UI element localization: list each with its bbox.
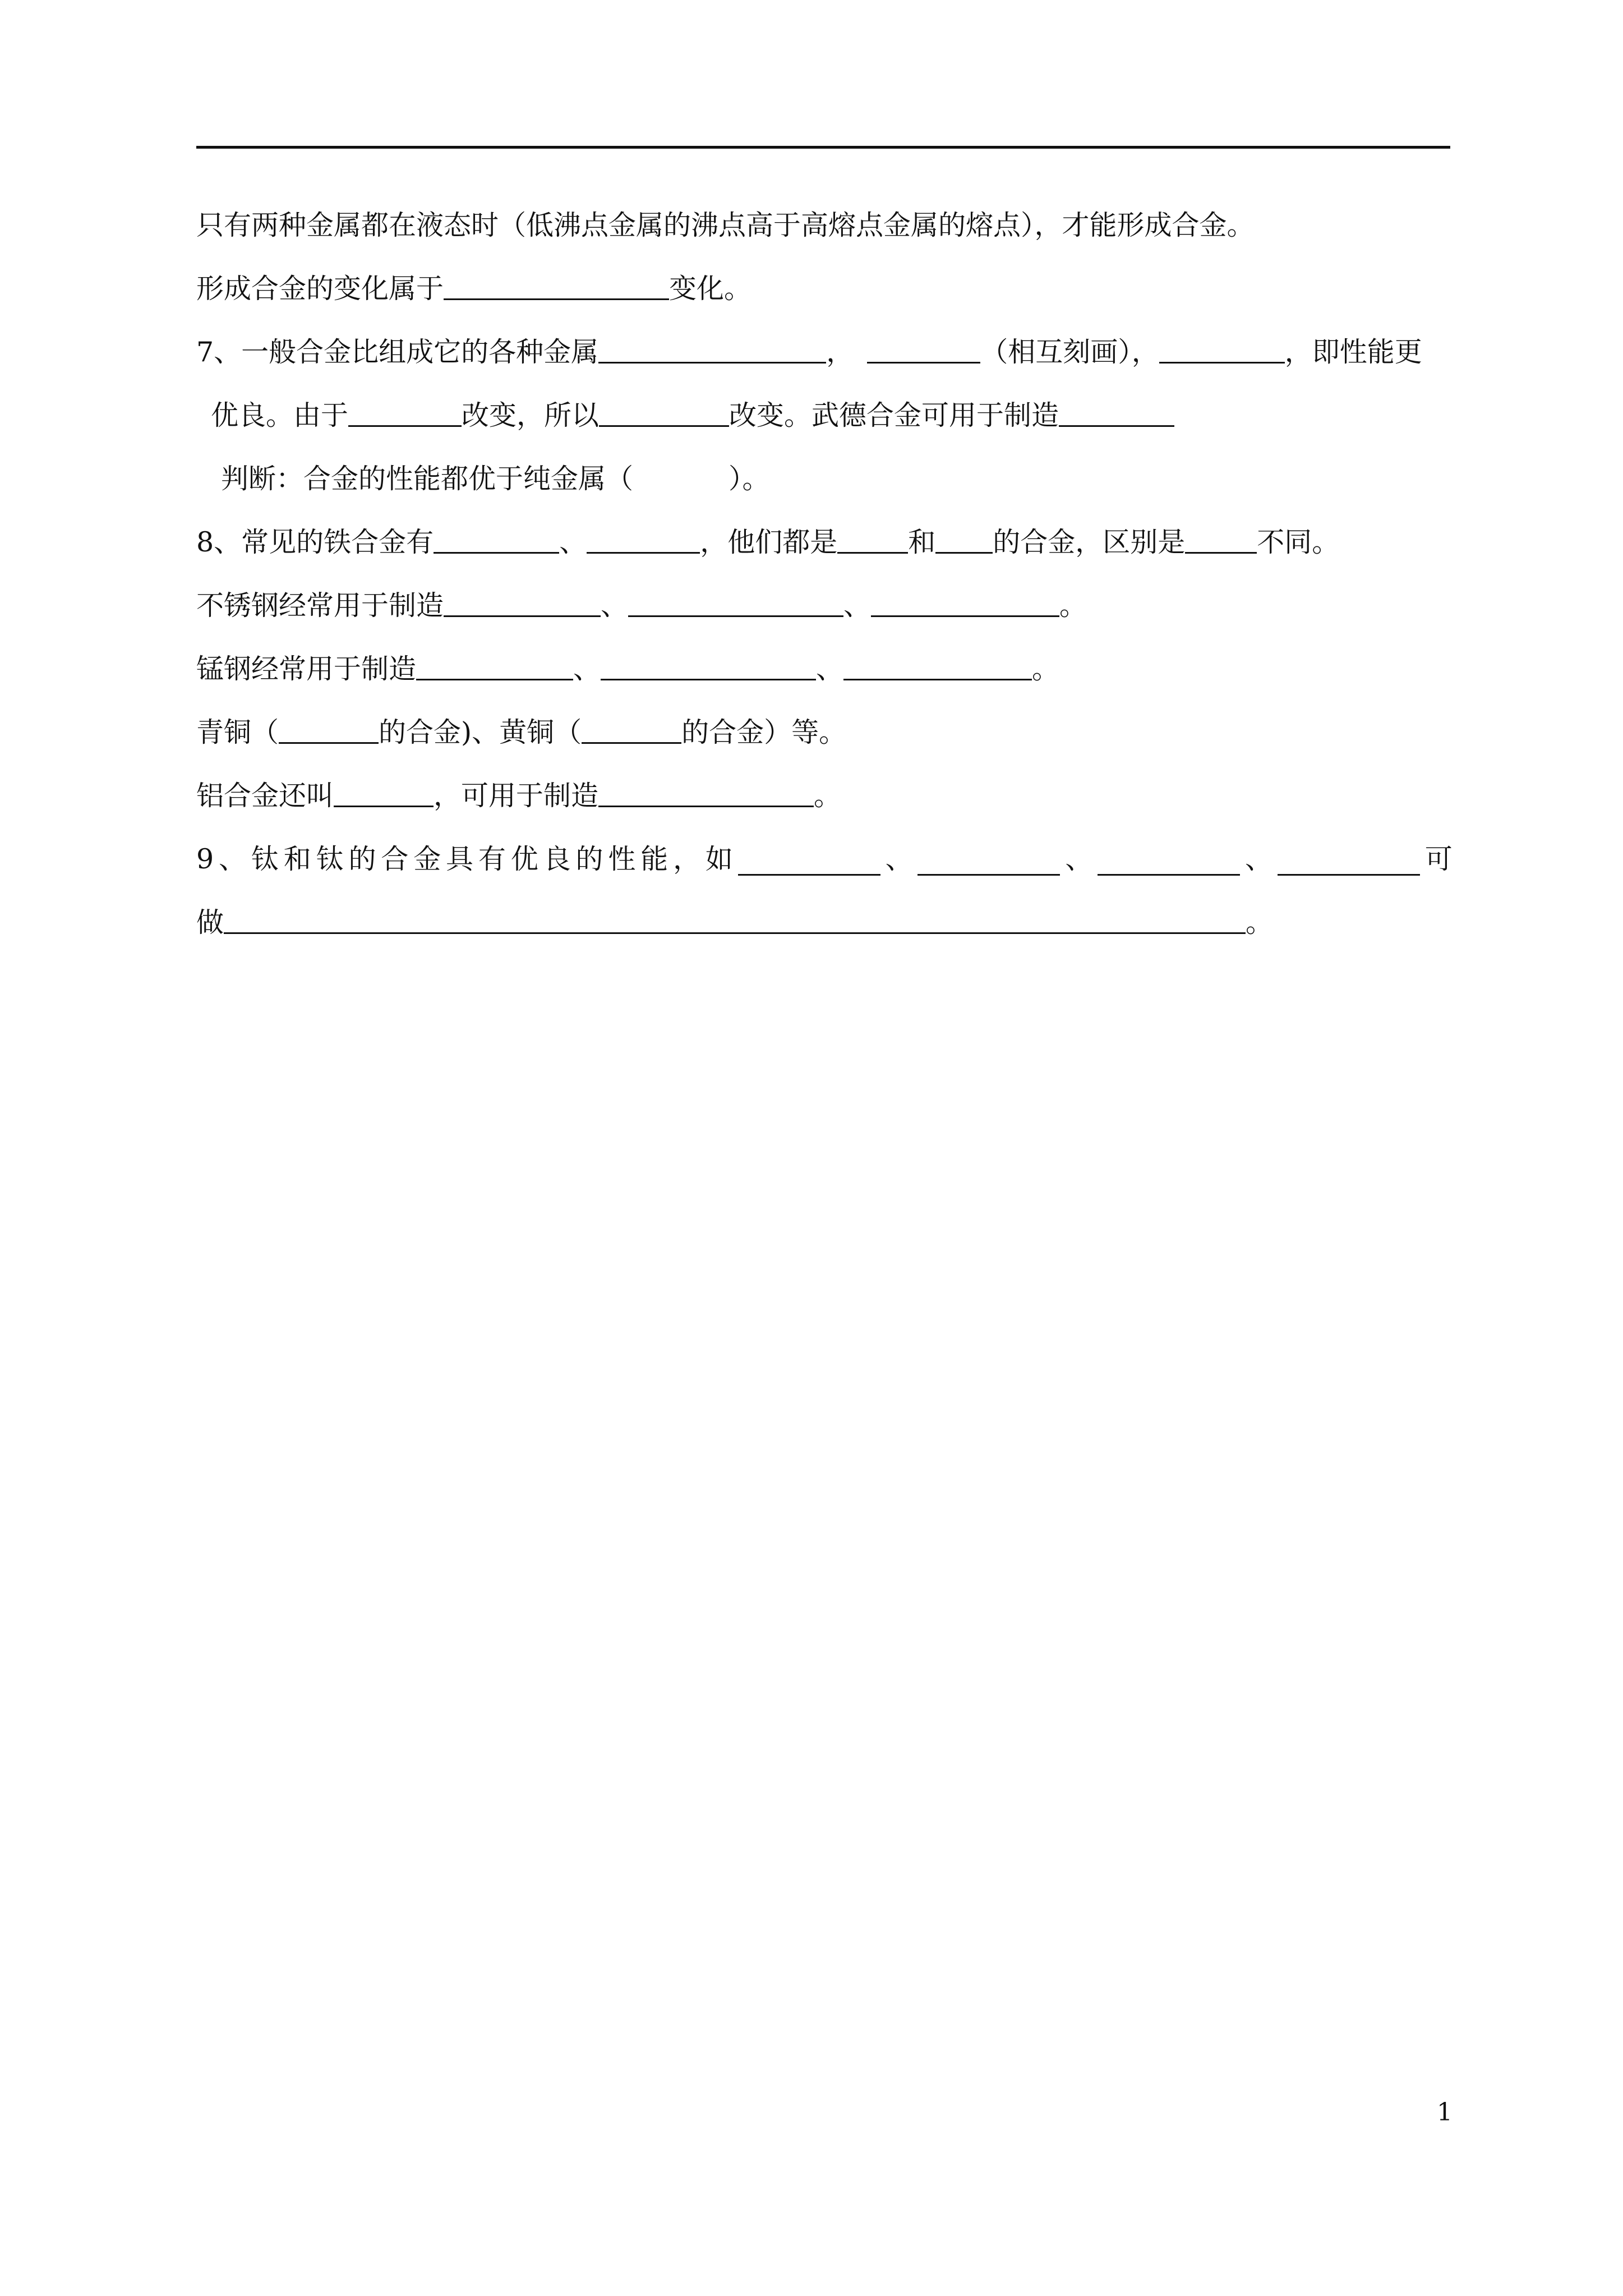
text: 、: [219, 843, 247, 875]
line-manganese-steel: [196, 637, 1453, 701]
text: 钛: [251, 843, 279, 875]
text: 合: [381, 843, 409, 875]
text: 的合金）等。: [681, 716, 847, 748]
fill-blank[interactable]: [598, 330, 826, 364]
text: 铝合金还叫: [196, 780, 334, 812]
text: ）。: [728, 463, 770, 495]
fill-blank[interactable]: [628, 584, 843, 617]
text: 变化。: [669, 273, 752, 305]
text: 能: [640, 843, 668, 875]
text: 青铜（: [196, 716, 279, 748]
text: ，他们都是: [700, 526, 838, 558]
fill-blank[interactable]: [1278, 843, 1420, 876]
text: ，: [826, 336, 854, 368]
line-alloy-condition: [196, 194, 1453, 257]
question-7: [196, 320, 1453, 384]
fill-blank[interactable]: [582, 711, 681, 744]
text: 有: [478, 843, 506, 875]
text: 。: [1246, 907, 1274, 938]
text: 性: [608, 843, 636, 875]
text: ，可用于制造: [434, 780, 599, 812]
text: 、: [885, 843, 913, 875]
fill-blank[interactable]: [843, 647, 1032, 680]
text: 、: [1245, 843, 1273, 875]
fill-blank[interactable]: [1159, 330, 1285, 364]
text: 9: [196, 843, 214, 875]
text: 、: [559, 526, 587, 558]
line-stainless-steel: [196, 574, 1453, 637]
text: 、: [843, 590, 872, 622]
text: 的合金，区别是: [993, 526, 1186, 558]
question-8: [196, 510, 1453, 574]
text: 8、常见的铁合金有: [196, 526, 434, 558]
fill-blank[interactable]: [1059, 394, 1174, 427]
text: 改变，所以: [462, 399, 600, 431]
text: 的: [348, 843, 376, 875]
text: 形成合金的变化属于: [196, 273, 444, 305]
text: 和: [908, 526, 936, 558]
text: 。: [1059, 590, 1087, 622]
text: 改变。武德合金可用于制造: [729, 399, 1059, 431]
text: 如: [705, 843, 733, 875]
text: 优良。由于: [211, 399, 349, 431]
fill-blank[interactable]: [1098, 843, 1240, 876]
line-bronze-brass: [196, 701, 1453, 764]
text: 只有两种金属都在液态时（低沸点金属的沸点高于高熔点金属的熔点），才能形成合金。: [196, 209, 1255, 241]
fill-blank[interactable]: [434, 521, 559, 554]
page-number: 1: [1437, 2098, 1453, 2127]
text: 不锈钢经常用于制造: [196, 590, 444, 622]
text: 的合金)、黄铜（: [379, 716, 582, 748]
text: ，即性能更: [1284, 336, 1422, 368]
text: 7、一般合金比组成它的各种金属: [196, 336, 599, 368]
question-9: [196, 827, 1453, 891]
fill-blank[interactable]: [871, 584, 1059, 617]
text: 金: [413, 843, 441, 875]
fill-blank[interactable]: [348, 394, 462, 427]
fill-blank[interactable]: [738, 843, 880, 876]
fill-blank[interactable]: [917, 843, 1060, 876]
fill-blank[interactable]: [444, 584, 601, 617]
text: 具: [446, 843, 474, 875]
fill-blank[interactable]: [837, 521, 908, 554]
fill-blank[interactable]: [279, 711, 379, 744]
question-9-cont: [196, 891, 1453, 954]
worksheet-content: [196, 194, 1453, 954]
text: 锰钢经常用于制造: [196, 653, 417, 685]
text: 钛: [316, 843, 344, 875]
fill-blank[interactable]: [334, 774, 434, 807]
line-alloy-change: [196, 257, 1453, 320]
fill-blank[interactable]: [1185, 521, 1257, 554]
text: 。: [814, 780, 842, 812]
text: （相互刻画），: [980, 336, 1159, 368]
text: 判断：合金的性能都优于纯金属（: [221, 463, 634, 495]
text: 。: [1032, 653, 1060, 685]
line-aluminum-alloy: [196, 764, 1453, 827]
header-rule: [196, 146, 1450, 149]
text: 良: [543, 843, 571, 875]
text: 可: [1424, 843, 1453, 875]
fill-blank[interactable]: [867, 330, 980, 364]
text: 、: [1065, 843, 1093, 875]
text: 不同。: [1257, 526, 1340, 558]
fill-blank[interactable]: [935, 521, 993, 554]
text: 和: [283, 843, 311, 875]
question-7-judge: [196, 447, 1453, 510]
question-7-cont: [196, 384, 1453, 447]
text: 优: [510, 843, 538, 875]
fill-blank[interactable]: [416, 647, 573, 680]
text: ，: [673, 843, 701, 875]
fill-blank[interactable]: [601, 647, 816, 680]
text: 、: [601, 590, 629, 622]
fill-blank[interactable]: [224, 901, 1246, 934]
fill-blank[interactable]: [599, 394, 729, 427]
text: 的: [575, 843, 603, 875]
text: 、: [573, 653, 601, 685]
text: 做: [196, 907, 224, 938]
fill-blank[interactable]: [444, 267, 669, 300]
fill-blank[interactable]: [587, 521, 700, 554]
fill-blank[interactable]: [598, 774, 814, 807]
text: 、: [816, 653, 844, 685]
